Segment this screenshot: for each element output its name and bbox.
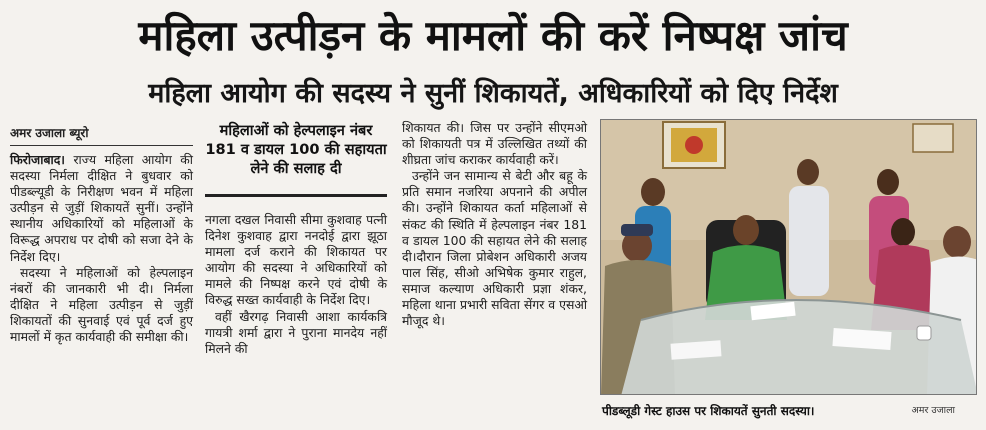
headline: महिला उत्पीड़न के मामलों की करें निष्पक्ष जांच	[138, 11, 848, 60]
photo-caption: पीडब्लूडी गेस्ट हाउस पर शिकायतें सुनती सदस्या।	[602, 404, 815, 418]
paragraph: नगला दखल निवासी सीमा कुशवाह पत्नी दिनेश कुशवाह द्वारा ननदोई द्वारा झूठा मामला दर्ज कराने की शिकायत पर आयोग की सदस्या ने अधिकारियों को मामले की निष्पक्ष करने एवं दोषी के विरुद्ध सख्त कार्यवाही के निर्देश दिए।	[205, 212, 387, 308]
paragraph: वहीं खैरगढ़ निवासी आशा कार्यकत्रि गायत्री शर्मा द्वारा ने पुराना मानदेय नहीं मिलने की	[205, 308, 387, 356]
paragraph	[10, 152, 193, 265]
dateline-place: फिरोजाबाद।	[10, 152, 66, 167]
byline: अमर उजाला ब्यूरो	[10, 124, 193, 146]
highlight-divider	[205, 194, 387, 197]
photo-credit: अमर उजाला	[911, 405, 955, 416]
news-photo	[600, 119, 977, 395]
paragraph: सदस्या ने महिलाओं को हेल्पलाइन नंबरों की जानकारी भी दी। निर्मला दीक्षित ने महिला उत्पीड़न से जुड़ीं शिकायतों की सुनवाई एवं पूर्व दर्ज हुए मामलों में कृत कार्यवाही की समीक्षा की।	[10, 264, 193, 345]
article-column-1	[10, 152, 193, 345]
paragraph-text: राज्य महिला आयोग की सदस्या निर्मला दीक्षित ने बुधवार को पीडब्ल्यूडी के निरीक्षण भवन में महिला उत्पीड़न से जुड़ीं शिकायतें सुनीं। उन्होंने स्थानीय अधिकारियों को महिलाओं के विरूद्ध अपराध पर दोषी को सजा देने के निर्देश दिए।	[10, 152, 193, 264]
paragraph: शिकायत की। जिस पर उन्होंने सीएमओ को शिकायती पत्र में उल्लिखित तथ्यों की शीघ्रता जांच कराकर कार्यवाही करें।	[402, 120, 587, 168]
meeting-scene-illustration	[601, 120, 977, 395]
person-standing-center	[789, 186, 829, 296]
photo-caption-bar	[600, 401, 977, 421]
article-column-2	[205, 212, 387, 357]
paragraph: उन्होंने जन सामान्य से बेटी और बहू के प्रति समान नजरिया अपनाने की अपील की। उन्होंने शिकायत कर्ता महिलाओं से संकट की स्थिति में हेल्पलाइन नंबर 181 व डायल 100 की सहायत लेने की सलाह दी।दौरान जिला प्रोबेशन अधिकारी अजय पाल सिंह, सीओ अभिषेक कुमार राहुल, समाज कल्याण अधिकारी प्रज्ञा शंकर, महिला थाना प्रभारी सविता सेंगर व एसओ मौजूद थे।	[402, 168, 587, 329]
subheadline: महिला आयोग की सदस्य ने सुनीं शिकायतें, अधिकारियों को दिए निर्देश	[148, 78, 838, 109]
article-column-3	[402, 120, 587, 329]
highlight-box: महिलाओं को हेल्पलाइन नंबर 181 व डायल 100 की सहायता लेने की सलाह दी	[205, 122, 387, 177]
